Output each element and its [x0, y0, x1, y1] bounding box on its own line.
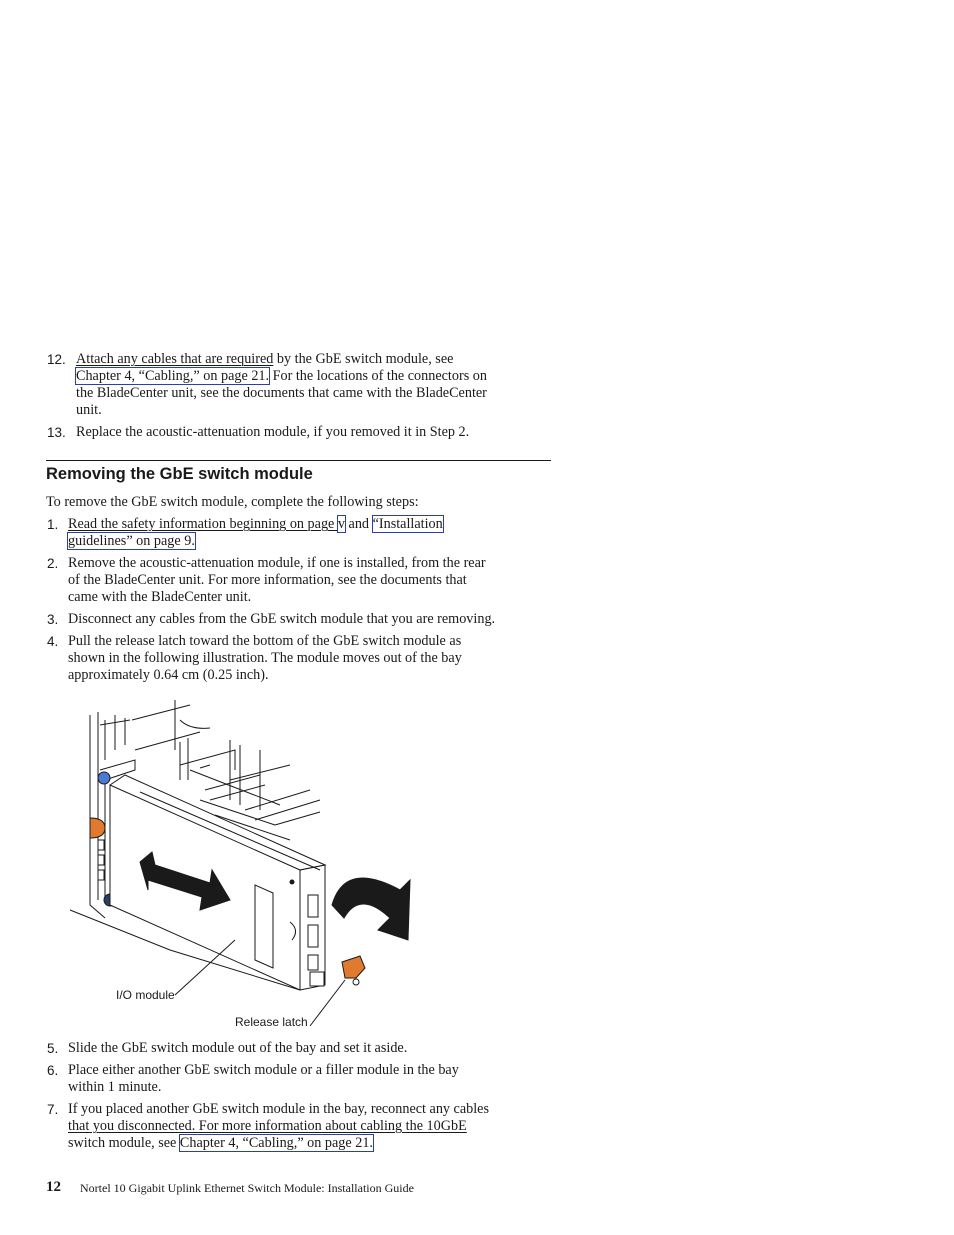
io-module-label: I/O module: [116, 988, 175, 1002]
step-number: 12.: [47, 352, 66, 367]
curved-arrow-icon: [332, 878, 410, 940]
page-v-link[interactable]: v: [337, 516, 345, 532]
switch-module-removal-illustration: [60, 690, 420, 1040]
footer-title: Nortel 10 Gigabit Uplink Ethernet Switch Module: Installation Guide: [80, 1181, 414, 1195]
installation-guidelines-link[interactable]: “Installation: [372, 516, 443, 532]
section-title: Removing the GbE switch module: [46, 465, 313, 483]
cables-link[interactable]: Attach any cables that are required: [76, 351, 274, 367]
step-number: 2.: [47, 556, 59, 571]
section-rule: [46, 460, 551, 461]
step-number: 7.: [47, 1102, 59, 1117]
release-latch-icon: [342, 956, 365, 978]
step-number: 13.: [47, 425, 66, 440]
page-number: 12: [46, 1179, 61, 1195]
thumbscrew-icon: [98, 772, 110, 784]
step-number: 3.: [47, 612, 59, 627]
chapter4-cabling-link[interactable]: Chapter 4, “Cabling,” on page 21.: [76, 368, 270, 384]
step-number: 4.: [47, 634, 59, 649]
chassis-latch-icon: [90, 818, 105, 838]
release-latch-label: Release latch: [235, 1015, 308, 1029]
installation-guidelines-link-cont[interactable]: guidelines” on page 9.: [68, 533, 195, 549]
chassis-connectors: [98, 840, 104, 880]
chapter4-cabling-link-2[interactable]: Chapter 4, “Cabling,” on page 21.: [179, 1135, 373, 1151]
step-number: 1.: [47, 517, 59, 532]
step-number: 5.: [47, 1041, 59, 1056]
step-number: 6.: [47, 1063, 59, 1078]
section-intro: To remove the GbE switch module, complete the following steps:: [46, 494, 419, 510]
